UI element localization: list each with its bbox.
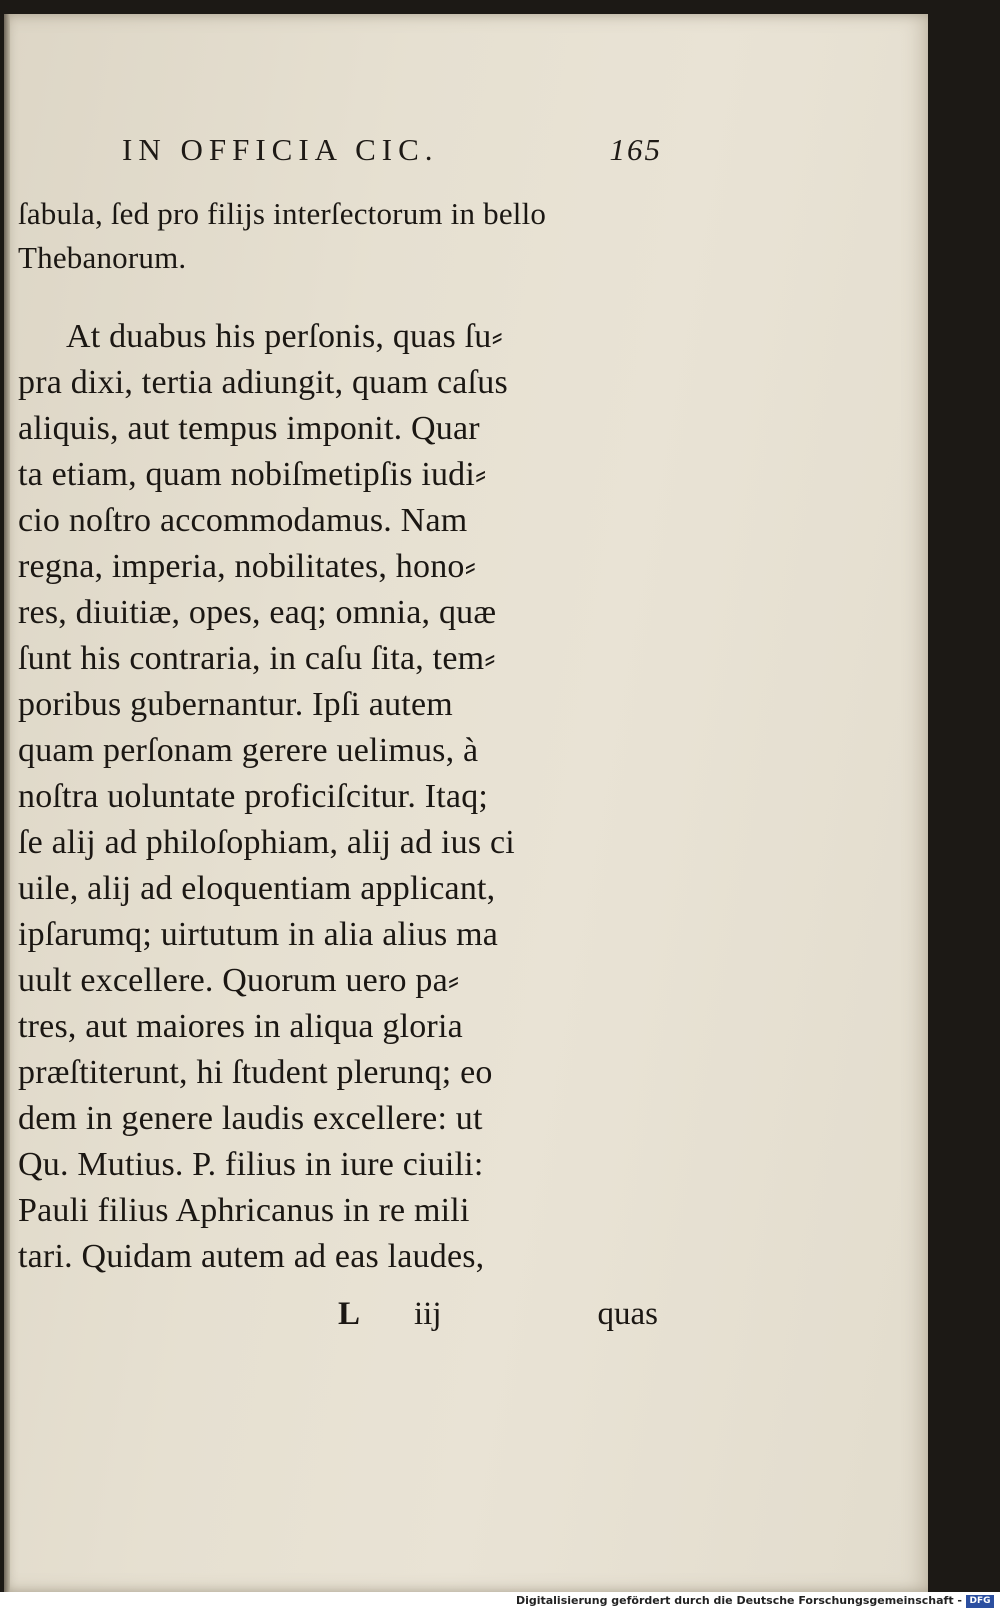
dfg-logo-icon: DFG: [966, 1595, 994, 1608]
signature-number: iij: [414, 1296, 442, 1332]
text-line: pra dixi, tertia adiungit, quam caſus: [18, 364, 508, 401]
text-line: Qu. Mutius. P. filius in iure ciuili:: [18, 1146, 484, 1183]
page-gutter-edge: [4, 14, 10, 1592]
text-line: uile, alij ad eloquentiam applicant,: [18, 870, 496, 907]
text-line: Pauli filius Aphricanus in re mili: [18, 1192, 470, 1229]
text-line: cio noſtro accommodamus. Nam: [18, 502, 468, 539]
text-line: uult excellere. Quorum uero pa⸗: [18, 962, 460, 999]
text-line: quam perſonam gerere uelimus, à: [18, 732, 479, 769]
text-line: ſe alij ad philoſophiam, alij ad ius ci: [18, 824, 515, 861]
book-page: [4, 14, 928, 1592]
text-line: ſunt his contraria, in caſu ſita, tem⸗: [18, 640, 496, 677]
text-line: ta etiam, quam nobiſmetipſis iudi⸗: [18, 456, 487, 493]
catchword: quas: [597, 1296, 658, 1332]
digitization-footer: [0, 1592, 1000, 1612]
text-line: dem in genere laudis excellere: ut: [18, 1100, 483, 1137]
text-line: poribus gubernantur. Ipſi autem: [18, 686, 453, 723]
text-line: res, diuitiæ, opes, eaq; omnia, quæ: [18, 594, 497, 631]
funding-credit: Digitalisierung gefördert durch die Deutsche Forschungsgemeinschaft -: [515, 1594, 962, 1607]
signature-mark: L: [338, 1296, 361, 1332]
text-line: præſtiterunt, hi ſtudent plerunq; eo: [18, 1054, 493, 1091]
text-line: regna, imperia, nobilitates, hono⸗: [18, 548, 477, 585]
signature-line: [338, 1296, 658, 1342]
page-number: 165: [609, 132, 662, 167]
text-line: tres, aut maiores in aliqua gloria: [18, 1008, 463, 1045]
text-line: ſabula, ſed pro filijs interſectorum in bello: [18, 196, 547, 231]
paragraph-start-line: At duabus his perſonis, quas ſu⸗: [66, 318, 504, 355]
running-head-title: IN OFFICIA CIC.: [122, 132, 439, 167]
text-line: tari. Quidam autem ad eas laudes,: [18, 1238, 485, 1275]
text-line: aliquis, aut tempus imponit. Quar: [18, 410, 480, 447]
text-block: [18, 192, 658, 1280]
text-line: Thebanorum.: [18, 240, 187, 275]
text-line: ipſarumq; uirtutum in alia alius ma: [18, 916, 499, 953]
text-line: noſtra uoluntate proficiſcitur. Itaq;: [18, 778, 489, 815]
